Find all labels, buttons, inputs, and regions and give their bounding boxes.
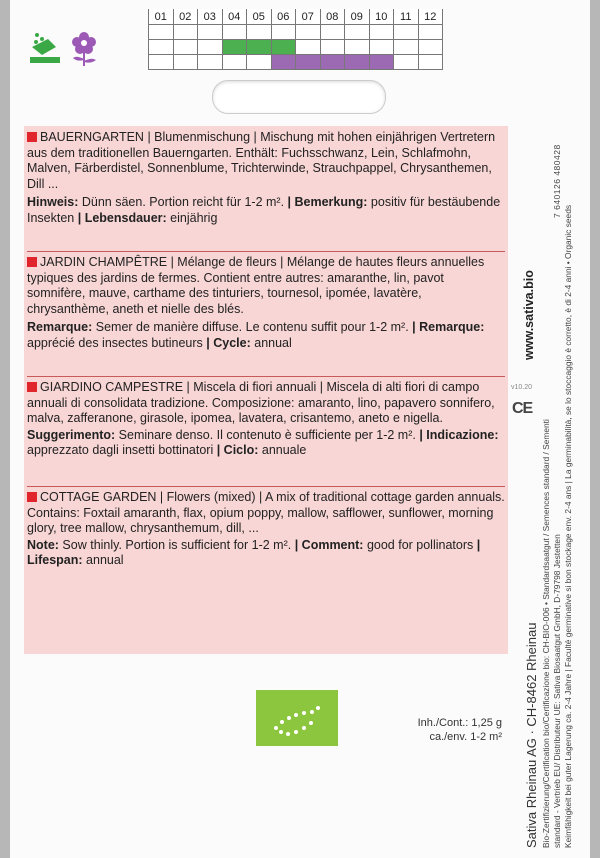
section-notes: Note: Sow thinly. Portion is sufficient for 1-2 m². | Comment: good for pollinators | Lifespan: annual: [27, 537, 481, 568]
content-weight: Inh./Cont.: 1,25 g: [417, 717, 502, 729]
package-content-info: [418, 716, 502, 744]
section-it: [27, 380, 505, 459]
section-description: BAUERNGARTEN | Blumenmischung | Mischung mit hohen einjährigen Vertretern aus dem traditionellen Bauerngarten. Enthält: Fuchsschwanz, Lein, Schlafmohn, Malven, Färberdistel, Sonnenblume, Trichterwinde, Strauchpappel, Chrysanthemen, Dill ...: [27, 130, 496, 191]
section-fr: [27, 255, 505, 352]
month-cell: 11: [394, 9, 419, 25]
calendar-flowering-row: [149, 55, 443, 70]
calendar-empty-row: [149, 25, 443, 40]
section-notes: Hinweis: Dünn säen. Portion reicht für 1-2 m². | Bemerkung: positiv für bestäubende Insekten | Lebensdauer: einjährig: [27, 195, 501, 225]
month-cell: 03: [198, 9, 223, 25]
month-cell: 10: [369, 9, 394, 25]
flowering-period-cell: [271, 55, 296, 70]
section-title: BAUERNGARTEN: [40, 130, 144, 144]
hang-hole: [212, 80, 386, 114]
sowing-hand-icon: [28, 29, 64, 67]
section-description: GIARDINO CAMPESTRE | Miscela di fiori annuali | Miscela di alti fiori di campo annuali di consolidata tradizione. Composizione: amaranto, lino, papavero sonnifero, malva, zafferanone, girasole, ipomea, lavatera, crisantemo, aneto e nigella.: [27, 380, 495, 426]
flowering-period-cell: [296, 55, 321, 70]
description-panel: [24, 126, 508, 654]
red-square-marker: [27, 257, 37, 267]
barcode-number: 7 640126 480428: [552, 144, 562, 218]
flowering-period-cell: [345, 55, 370, 70]
section-description: COTTAGE GARDEN | Flowers (mixed) | A mix of traditional cottage garden annuals. Contains: Foxtail amaranth, flax, opium poppy, mallow, safflower, sunflower, morning glory, tree mallow, chrysanthemum, dill, ...: [27, 490, 505, 536]
flowering-period-cell: [369, 55, 394, 70]
month-cell: 01: [149, 9, 174, 25]
flowering-period-cell: [320, 55, 345, 70]
red-square-marker: [27, 132, 37, 142]
section-title: JARDIN CHAMPÊTRE: [40, 255, 168, 269]
section-notes: Suggerimento: Seminare denso. Il contenuto è sufficiente per 1-2 m². | Indicazione: apprezzato dagli insetti bottinatori | Ciclo: annuale: [27, 427, 499, 458]
section-de: [27, 130, 505, 227]
divider: [27, 376, 505, 377]
flower-icon: [66, 29, 102, 67]
ce-mark: CE: [512, 400, 533, 417]
eu-organic-leaf-logo: [256, 690, 338, 746]
month-cell: 02: [173, 9, 198, 25]
month-cell: 04: [222, 9, 247, 25]
calendar-months-row: [149, 9, 443, 25]
sowing-period-cell: [247, 40, 272, 55]
month-cell: 08: [320, 9, 345, 25]
certification-text: Bio-Zertifizierung/Certification bio/Certificazione bio: CH-BIO-006 • Standardsaatgut / Semences standard / Sementi standard - Vertrieb EU/ Distributeur UE: Sativa Biosaatgut GmbH, D-79798 Jestetten Keimfähigkeit bei guter Lagerung ca. 2-4 Jahre | Faculté germinative si bon stockage env. 2-4 ans | La germinabilità, se lo stoccaggio è corretto, è di 2-4 anni • Organic seeds: [541, 204, 573, 848]
version-label: v10.20: [511, 384, 533, 391]
section-title: GIARDINO CAMPESTRE: [40, 380, 184, 394]
month-cell: 07: [296, 9, 321, 25]
company-address: Sativa Rheinau AG · CH-8462 Rheinau: [524, 622, 539, 848]
month-cell: 05: [247, 9, 272, 25]
sowing-period-cell: [271, 40, 296, 55]
sowing-period-cell: [222, 40, 247, 55]
content-area: ca./env. 1-2 m²: [429, 731, 502, 743]
red-square-marker: [27, 382, 37, 392]
month-cell: 09: [345, 9, 370, 25]
section-description: JARDIN CHAMPÊTRE | Mélange de fleurs | Mélange de hautes fleurs annuelles typiques des jardins de fermes. Contient entre autres: amaranthe, lin, pavot somnifère, mauve, carthame des tinturiers, tournesol, ipomée, lavatère, chrysanthème, aneth et nielle des blés.: [27, 255, 485, 316]
red-square-marker: [27, 492, 37, 502]
website-link[interactable]: www.sativa.bio: [522, 270, 536, 360]
month-cell: 12: [418, 9, 443, 25]
section-title: COTTAGE GARDEN: [40, 490, 157, 504]
section-notes: Remarque: Semer de manière diffuse. Le contenu suffit pour 1-2 m². | Remarque: apprécié des insectes butineurs | Cycle: annual: [27, 320, 485, 350]
divider: [27, 486, 505, 487]
section-en: [27, 490, 505, 569]
calendar-sowing-row: [149, 40, 443, 55]
divider: [27, 251, 505, 252]
sowing-calendar: [148, 9, 443, 70]
month-cell: 06: [271, 9, 296, 25]
